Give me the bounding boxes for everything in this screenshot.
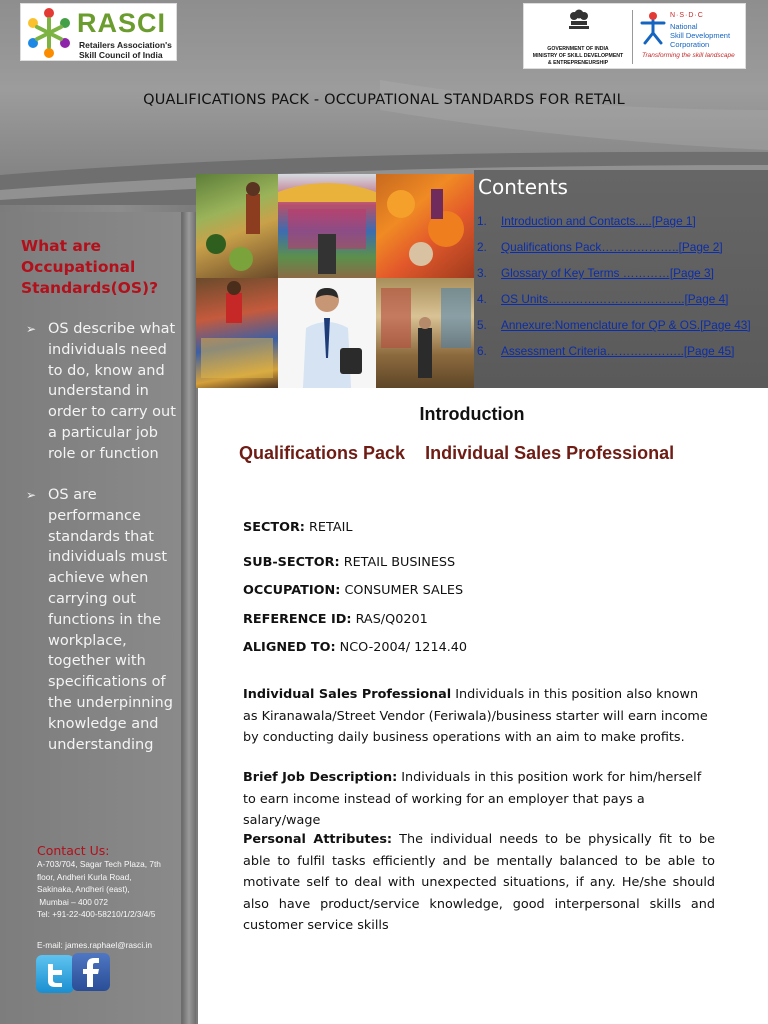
field-reference-id [243,612,428,627]
toc-link[interactable]: OS Units……………………………..[Page 4] [501,292,729,306]
contents-panel [474,170,768,388]
field-value: NCO-2004/ 1214.40 [339,640,468,655]
field-aligned-to [243,640,467,655]
nsdc-line-1: National [670,22,698,31]
os-heading [21,236,181,299]
toc-link[interactable]: Annexure:Nomenclature for QP & OS.[Page 43] [501,318,751,332]
toc-link[interactable]: Qualifications Pack………………..[Page 2] [501,240,723,254]
photo-vegetable-market [196,174,278,278]
sidebar-divider [182,212,196,1024]
para-label: Brief Job Description: [243,770,398,785]
twitter-icon[interactable] [36,955,74,993]
arrow-bullet-icon: ➢ [26,488,37,502]
qualifications-pack-title [239,443,674,464]
introduction-panel [198,388,768,1024]
brief-job-description [243,767,715,832]
page-header-title: QUALIFICATIONS PACK - OCCUPATIONAL STANDARDS FOR RETAIL [143,92,625,108]
nsdc-abbr: N·S·D·C [670,12,704,19]
field-label: REFERENCE ID: [243,612,352,627]
gov-line-3: & ENTREPRENEURSHIP [547,60,609,66]
rasci-subtitle-1: Retailers Association's [79,40,172,50]
role-description [243,684,715,749]
para-text: Individuals in this position work for him/herself to earn income instead of working for an employer that pays a salary/wage [243,770,702,828]
social-icons [36,953,110,993]
toc-link[interactable]: Introduction and Contacts.....[Page 1] [501,214,696,228]
contact-line: Sakinaka, Andheri (east), [37,884,130,894]
contact-line: Mumbai – 400 072 [37,896,109,907]
gov-line-2: MINISTRY OF SKILL DEVELOPMENT [532,53,624,59]
facebook-icon[interactable] [72,953,110,991]
toc-link[interactable]: Assessment Criteria………………..[Page 45] [501,344,735,358]
toc-item[interactable] [477,286,768,312]
rasci-name: RASCI [77,8,167,38]
toc-item[interactable] [477,312,768,338]
nsdc-line-3: Corporation [670,40,710,49]
logo-separator [632,10,633,64]
field-value: CONSUMER SALES [344,583,464,598]
toc-number: 5. [477,318,487,332]
qp-label: Qualifications Pack [239,443,406,463]
field-label: OCCUPATION: [243,583,341,598]
toc-item[interactable] [477,208,768,234]
field-occupation [243,583,463,598]
toc-number: 1. [477,214,487,228]
gov-line-1: GOVERNMENT OF INDIA [547,46,609,52]
field-label: SUB-SECTOR: [243,555,340,570]
field-label: ALIGNED TO: [243,640,336,655]
os-heading-line-3: Standards(OS)? [21,279,159,297]
para-text: Individuals in this position also known as Kiranawala/Street Vendor (Feriwala)/business starter will earn income by conducting daily business operations with an aim to make profits. [243,687,708,745]
para-text: The individual needs to be physically fit to be able to fulfil tasks efficiently and be mentally balanced to be able to motivate self to deal with unexpected situations, if any. He/she should also have product/service knowledge, good interpersonal skills and customer service skills [243,832,715,933]
nsdc-line-2: Skill Development [670,31,731,40]
toc-item[interactable] [477,338,768,364]
toc-link[interactable]: Glossary of Key Terms …………[Page 3] [501,266,714,280]
rasci-people-icon [23,5,75,61]
field-value: RETAIL BUSINESS [343,555,456,570]
rasci-subtitle-2: Skill Council of India [79,50,163,60]
field-value: RAS/Q0201 [355,612,428,627]
emblem-icon [564,7,594,33]
os-bullet-1 [26,319,178,465]
arrow-bullet-icon: ➢ [26,322,37,336]
contact-line: floor, Andheri Kurla Road, [37,871,132,882]
toc-number: 4. [477,292,487,306]
field-label: SECTOR: [243,520,305,535]
toc-number: 2. [477,240,487,254]
rasci-logo [20,3,177,61]
contact-line: A-703/704, Sagar Tech Plaza, 7th [37,859,161,869]
photo-collage [196,174,476,388]
toc-number: 3. [477,266,487,280]
qp-role: Individual Sales Professional [425,443,675,463]
nsdc-person-icon [638,11,668,45]
field-sector [243,520,352,535]
toc-number: 6. [477,344,487,358]
nsdc-tagline: Transforming the skill landscape [642,52,735,59]
field-value: RETAIL [309,520,353,535]
toc-list [477,208,768,364]
contact-email[interactable]: E-mail: james.raphael@rasci.in [37,940,152,950]
toc-item[interactable] [477,234,768,260]
toc-item[interactable] [477,260,768,286]
personal-attributes [243,829,715,937]
gov-nsdc-logo [523,3,746,69]
contact-line: Tel: +91-22-400-58210/1/2/3/4/5 [37,909,156,919]
contact-title: Contact Us: [37,843,110,858]
para-label: Individual Sales Professional [243,687,452,702]
os-bullet-2 [26,485,178,755]
introduction-heading: Introduction [419,404,525,424]
photo-shop-interior [376,278,476,388]
os-heading-line-2: Occupational [21,258,136,276]
field-sub-sector [243,555,455,570]
para-label: Personal Attributes: [243,832,393,847]
photo-businessman [278,278,376,388]
photo-flower-vendor [376,174,476,278]
os-bullet-2-text: OS are performance standards that individuals must achieve when carrying out functions in the workplace, together with specifications of the underpinning knowledge and understanding [48,487,173,753]
os-bullet-1-text: OS describe what individuals need to do, know and understand in order to carry out a particular job role or function [48,321,176,462]
os-heading-line-1: What are [21,237,102,255]
contact-address [37,858,179,921]
photo-toy-stall [196,278,278,388]
photo-street-stall [278,174,376,278]
contents-title: Contents [478,175,568,199]
